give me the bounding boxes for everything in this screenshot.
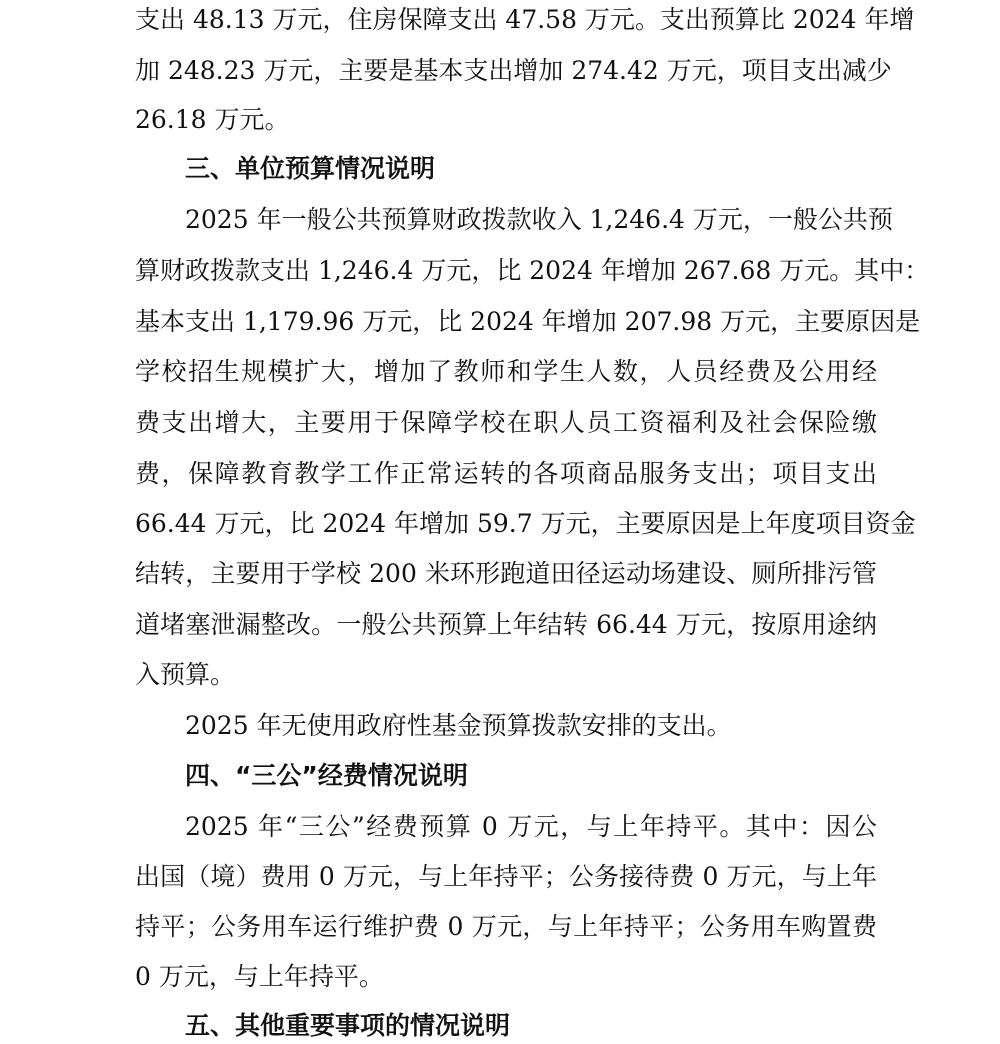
paragraph-line: 学校招生规模扩大，增加了教师和学生人数，人员经费及公用经 [135, 357, 877, 386]
paragraph-line: 2025 年无使用政府性基金预算拨款安排的支出。 [185, 711, 732, 740]
section-heading-5: 五、其他重要事项的情况说明 [185, 1011, 511, 1040]
paragraph-line: 2025 年“三公”经费预算 0 万元，与上年持平。其中：因公 [185, 812, 877, 841]
paragraph-line: 入预算。 [135, 660, 236, 689]
section-heading-3: 三、单位预算情况说明 [185, 154, 436, 183]
paragraph-line: 持平；公务用车运行维护费 0 万元，与上年持平；公务用车购置费 [135, 912, 877, 941]
paragraph-line: 66.44 万元，比 2024 年增加 59.7 万元，主要原因是上年度项目资金 [135, 509, 916, 538]
paragraph-line: 2025 年一般公共预算财政拨款收入 1,246.4 万元，一般公共预 [185, 205, 893, 234]
paragraph-line: 费，保障教育教学工作正常运转的各项商品服务支出；项目支出 [135, 459, 877, 488]
paragraph-line: 算财政拨款支出 1,246.4 万元，比 2024 年增加 267.68 万元。其中： [135, 256, 930, 285]
paragraph-line: 26.18 万元。 [135, 105, 290, 134]
paragraph-line: 基本支出 1,179.96 万元，比 2024 年增加 207.98 万元，主要原因是 [135, 307, 921, 336]
section-heading-4: 四、“三公”经费情况说明 [185, 761, 468, 790]
paragraph-line: 0 万元，与上年持平。 [135, 962, 384, 991]
paragraph-line: 道堵塞泄漏整改。一般公共预算上年结转 66.44 万元，按原用途纳 [135, 610, 877, 639]
paragraph-line: 结转，主要用于学校 200 米环形跑道田径运动场建设、厕所排污管 [135, 559, 877, 588]
paragraph-line: 支出 48.13 万元，住房保障支出 47.58 万元。支出预算比 2024 年增 [135, 5, 915, 34]
paragraph-line: 费支出增大，主要用于保障学校在职人员工资福利及社会保险缴 [135, 408, 877, 437]
paragraph-line: 加 248.23 万元，主要是基本支出增加 274.42 万元，项目支出减少 [135, 56, 892, 85]
paragraph-line: 出国（境）费用 0 万元，与上年持平；公务接待费 0 万元，与上年 [135, 862, 877, 891]
